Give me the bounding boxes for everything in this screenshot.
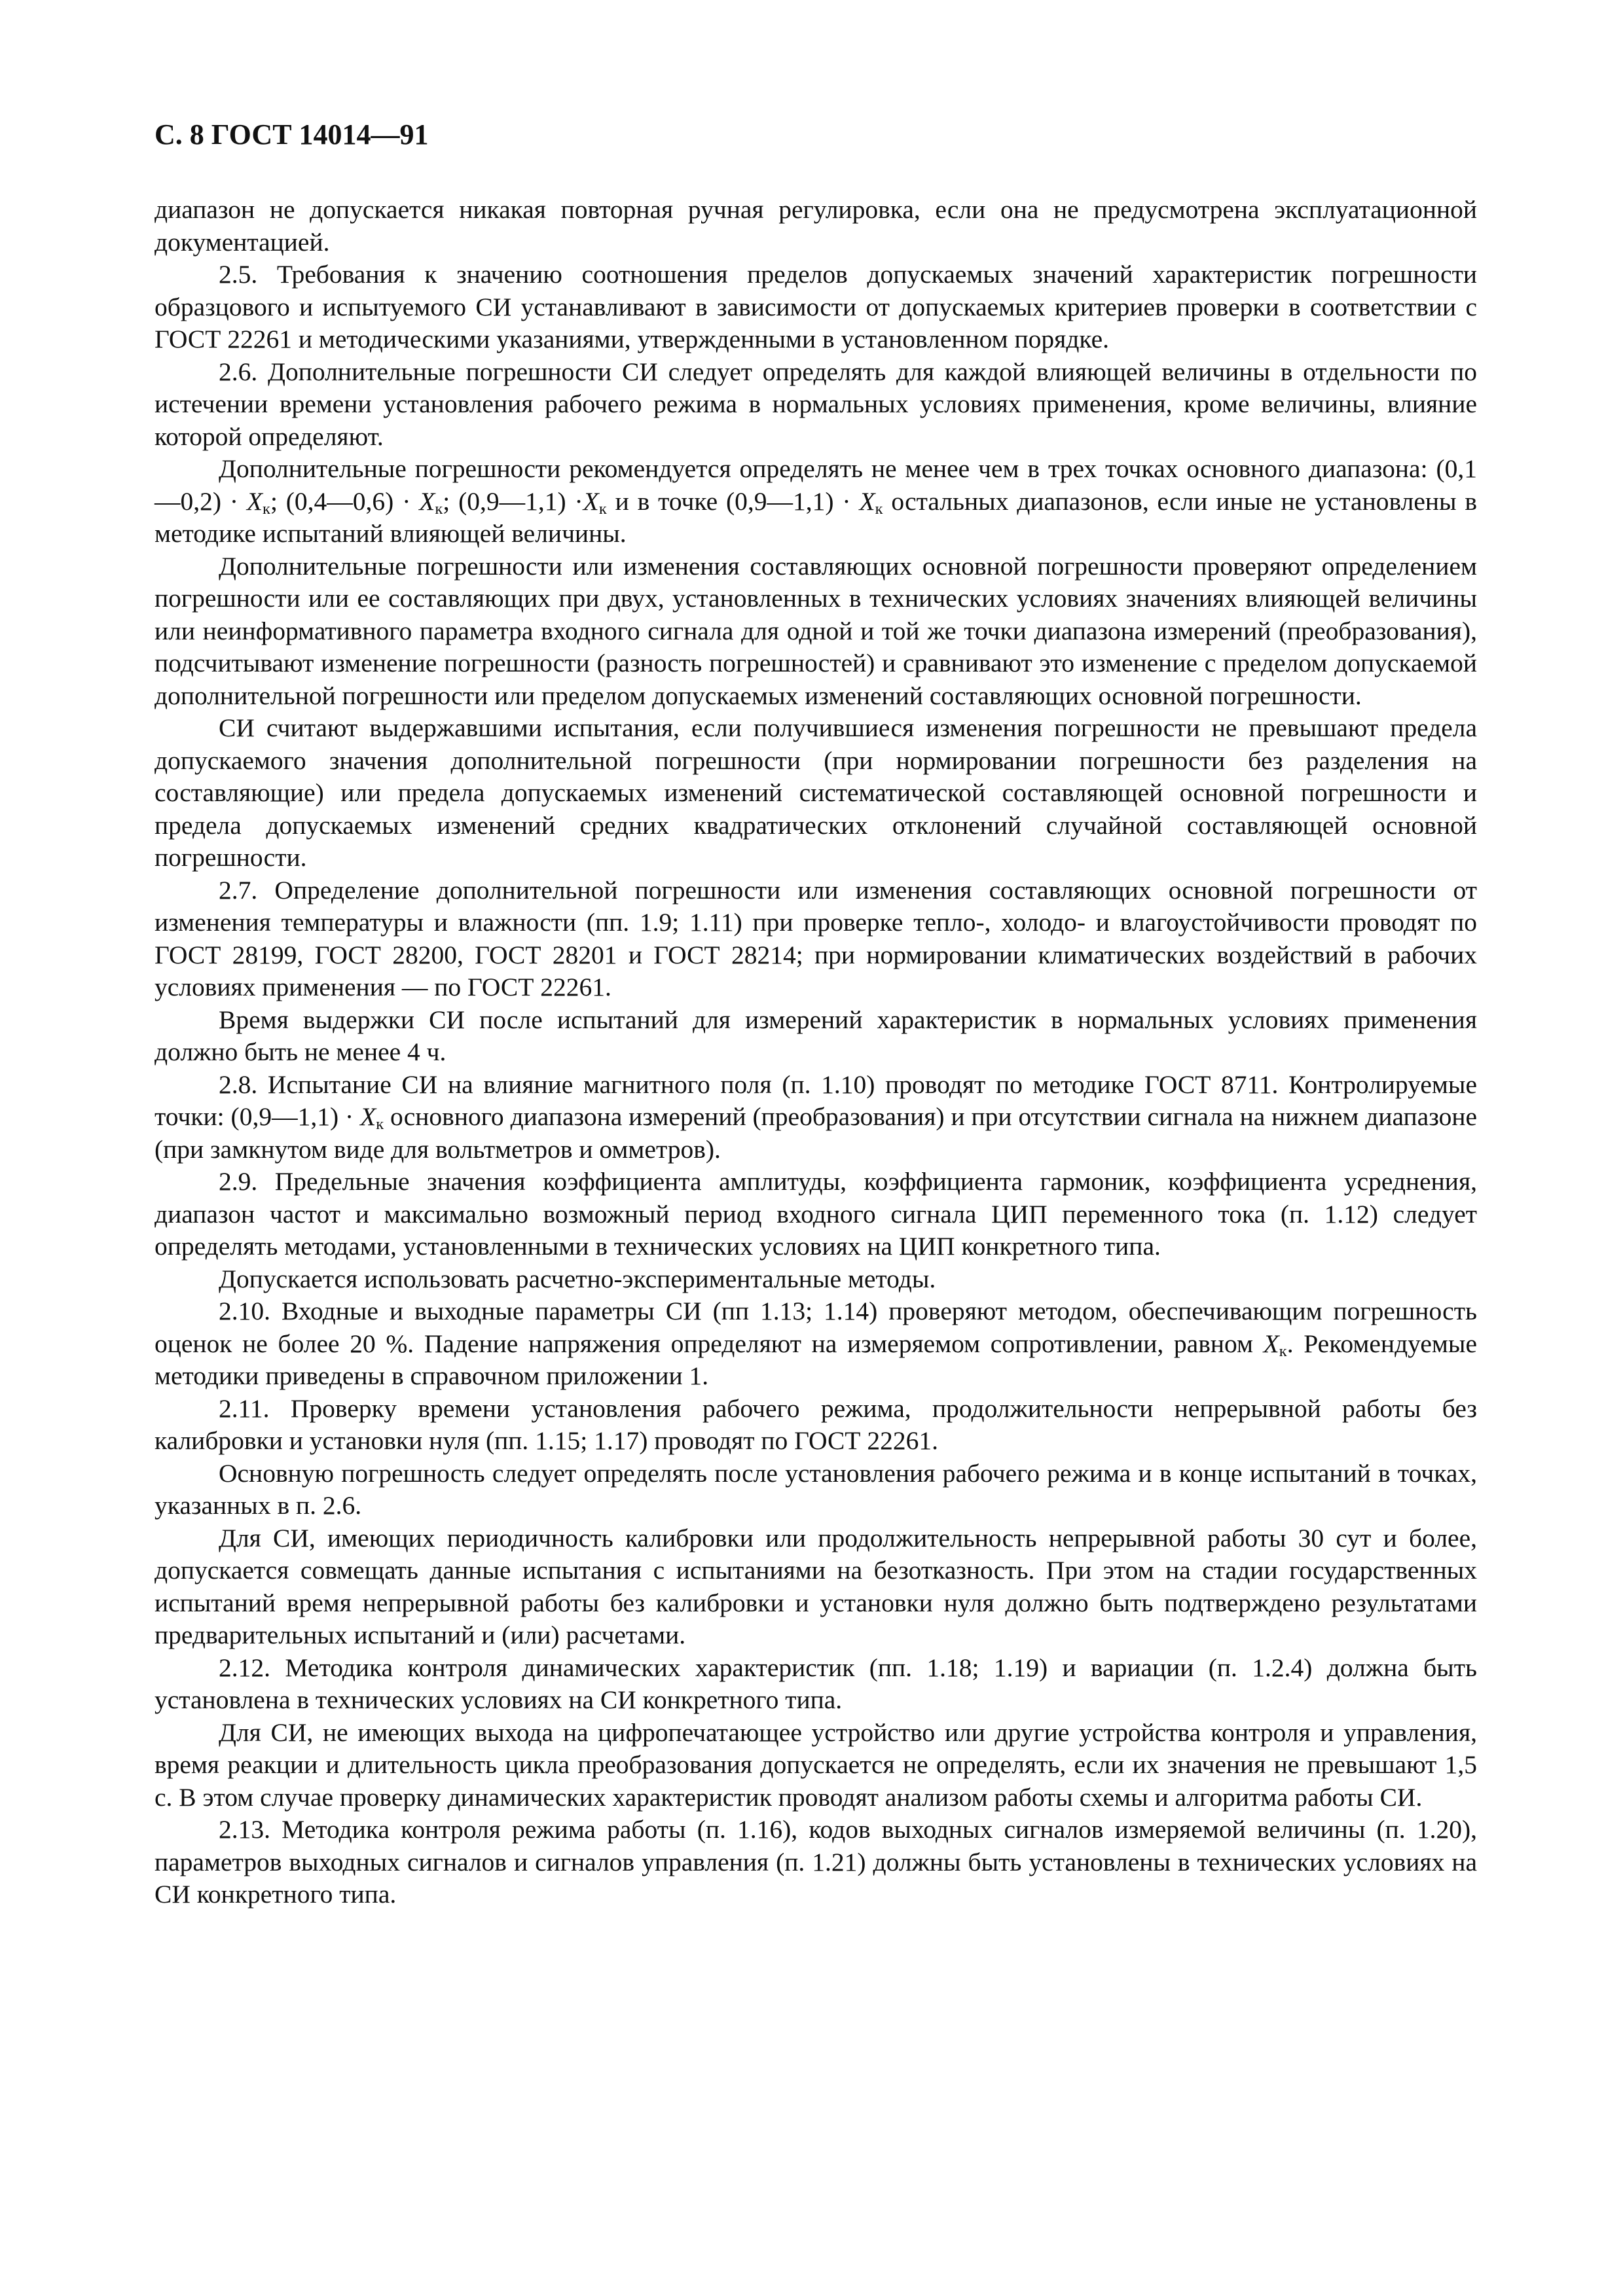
paragraph	[155, 1814, 1477, 1911]
text-run: Дополнительные погрешности или изменения составляющих основной погрешности проверяют определением погрешности или ее составляющих при двух, установленных в технических условиях значениях влияющей величины или неинформативного параметра входного сигнала для одной и той же точки диапазона измерений (преобразования), подсчитывают изменение погрешности (разность погрешностей) и сравнивают это изменение с пределом допускаемой дополнительной погрешности или пределом допускаемых изменений составляющих основной погрешности.	[155, 551, 1477, 710]
text-run: 2.6. Дополнительные погрешности СИ следует определять для каждой влияющей величины в отдельности по истечении времени установления рабочего режима в нормальных условиях применения, кроме величины, влияние которой определяют.	[155, 357, 1477, 451]
variable-x-k: $X_к$	[1263, 1329, 1287, 1360]
paragraph	[155, 259, 1477, 356]
text-run: и в точке (0,9—1,1) ·	[606, 486, 860, 516]
paragraph	[155, 1004, 1477, 1069]
text-run: ; (0,9—1,1) ·	[443, 486, 583, 516]
page-header: С. 8 ГОСТ 14014—91	[155, 118, 429, 151]
variable-x-k: $X_к$	[419, 486, 443, 518]
text-run: 2.13. Методика контроля режима работы (п. 1.16), кодов выходных сигналов измеряемой величины (п. 1.20), параметров выходных сигналов и сигналов управления (п. 1.21) должны быть установлены в технических условиях на СИ конкретного типа.	[155, 1815, 1477, 1909]
paragraph	[155, 1166, 1477, 1263]
paragraph	[155, 1263, 1477, 1296]
variable-x-k: $X_к$	[360, 1102, 384, 1134]
variable-x-k: $X_к$	[583, 486, 607, 518]
text-run: Для СИ, имеющих периодичность калибровки или продолжительность непрерывной работы 30 сут и более, допускается совмещать данные испытания с испытаниями на безотказность. При этом на стадии государственных испытаний время непрерывной работы без калибровки и установки нуля должно быть подтверждено результатами предварительных испытаний и (или) расчетами.	[155, 1523, 1477, 1649]
text-run: Для СИ, не имеющих выхода на цифропечатающее устройство или другие устройства контроля и управления, время реакции и длительность цикла преобразования допускается не определять, если их значения не превышают 1,5 с. В этом случае проверку динамических характеристик проводят анализом работы схемы и алгоритма работы СИ.	[155, 1717, 1477, 1812]
text-run: 2.10. Входные и выходные параметры СИ (пп 1.13; 1.14) проверяют методом, обеспечивающим погрешность оценок не более 20 %. Падение напряжения определяют на измеряемом сопротивлении, равном	[155, 1297, 1477, 1358]
variable-x-k: $X_к$	[246, 486, 270, 518]
text-run: остальных диапазонов, если иные не установлены в методике испытаний влияющей величины.	[155, 486, 1478, 548]
text-run: 2.11. Проверку времени установления рабочего режима, продолжительности непрерывной работы без калибровки и установки нуля (пп. 1.15; 1.17) проводят по ГОСТ 22261.	[155, 1393, 1477, 1455]
paragraph	[155, 874, 1477, 1004]
paragraph	[155, 1393, 1477, 1458]
paragraph	[155, 453, 1477, 550]
paragraph	[155, 550, 1477, 713]
text-run: ; (0,4—0,6) ·	[270, 486, 420, 516]
text-run: 2.9. Предельные значения коэффициента амплитуды, коэффициента гармоник, коэффициента усреднения, диапазон частот и максимально возможный период входного сигнала ЦИП переменного тока (п. 1.12) следует определять методами, установленными в технических условиях на ЦИП конкретного типа.	[155, 1167, 1477, 1261]
text-run: 2.12. Методика контроля динамических характеристик (пп. 1.18; 1.19) и вариации (п. 1.2.4) должна быть установлена в технических условиях на СИ конкретного типа.	[155, 1653, 1477, 1714]
paragraph	[155, 712, 1477, 874]
paragraph	[155, 1295, 1477, 1393]
paragraph	[155, 194, 1477, 259]
text-run: диапазон не допускается никакая повторная ручная регулировка, если она не предусмотрена эксплуатационной документацией.	[155, 195, 1477, 257]
paragraph	[155, 1458, 1477, 1522]
document-body	[155, 194, 1477, 1911]
text-run: . Рекомендуемые методики приведены в справочном приложении 1.	[155, 1329, 1477, 1390]
paragraph	[155, 1717, 1477, 1814]
paragraph	[155, 1652, 1477, 1717]
text-run: Дополнительные погрешности рекомендуется определять не менее чем в трех точках основного диапазона: (0,1—0,2) ·	[155, 454, 1477, 516]
variable-x-k: $X_к$	[859, 486, 883, 518]
text-run: СИ считают выдержавшими испытания, если получившиеся изменения погрешности не превышают предела допускаемого значения дополнительной погрешности (при нормировании погрешности без разделения на составляющие) или предела допускаемых изменений систематической составляющей основной погрешности и предела допускаемых изменений средних квадратических отклонений случайной составляющей основной погрешности.	[155, 713, 1477, 872]
paragraph	[155, 1522, 1477, 1652]
text-run: Основную погрешность следует определять после установления рабочего режима и в конце испытаний в точках, указанных в п. 2.6.	[155, 1458, 1477, 1520]
paragraph	[155, 356, 1477, 454]
text-run: Время выдержки СИ после испытаний для измерений характеристик в нормальных условиях применения должно быть не менее 4 ч.	[155, 1005, 1477, 1066]
text-run: 2.8. Испытание СИ на влияние магнитного поля (п. 1.10) проводят по методике ГОСТ 8711. Контролируемые точки: (0,9—1,1) ·	[155, 1069, 1477, 1131]
text-run: 2.7. Определение дополнительной погрешности или изменения составляющих основной погрешности от изменения температуры и влажности (пп. 1.9; 1.11) при проверке тепло-, холодо- и влагоустойчивости проводят по ГОСТ 28199, ГОСТ 28200, ГОСТ 28201 и ГОСТ 28214; при нормировании климатических воздействий в рабочих условиях применения — по ГОСТ 22261.	[155, 875, 1477, 1001]
text-run: основного диапазона измерений (преобразования) и при отсутствии сигнала на нижнем диапазоне (при замкнутом виде для вольтметров и омметров).	[155, 1102, 1477, 1164]
text-run: 2.5. Требования к значению соотношения пределов допускаемых значений характеристик погрешности образцового и испытуемого СИ устанавливают в зависимости от допускаемых критериев проверки в соответствии с ГОСТ 22261 и методическими указаниями, утвержденными в установленном порядке.	[155, 260, 1477, 353]
document-page	[155, 117, 1477, 1911]
paragraph	[155, 1069, 1477, 1166]
text-run: Допускается использовать расчетно-экспериментальные методы.	[219, 1264, 936, 1293]
